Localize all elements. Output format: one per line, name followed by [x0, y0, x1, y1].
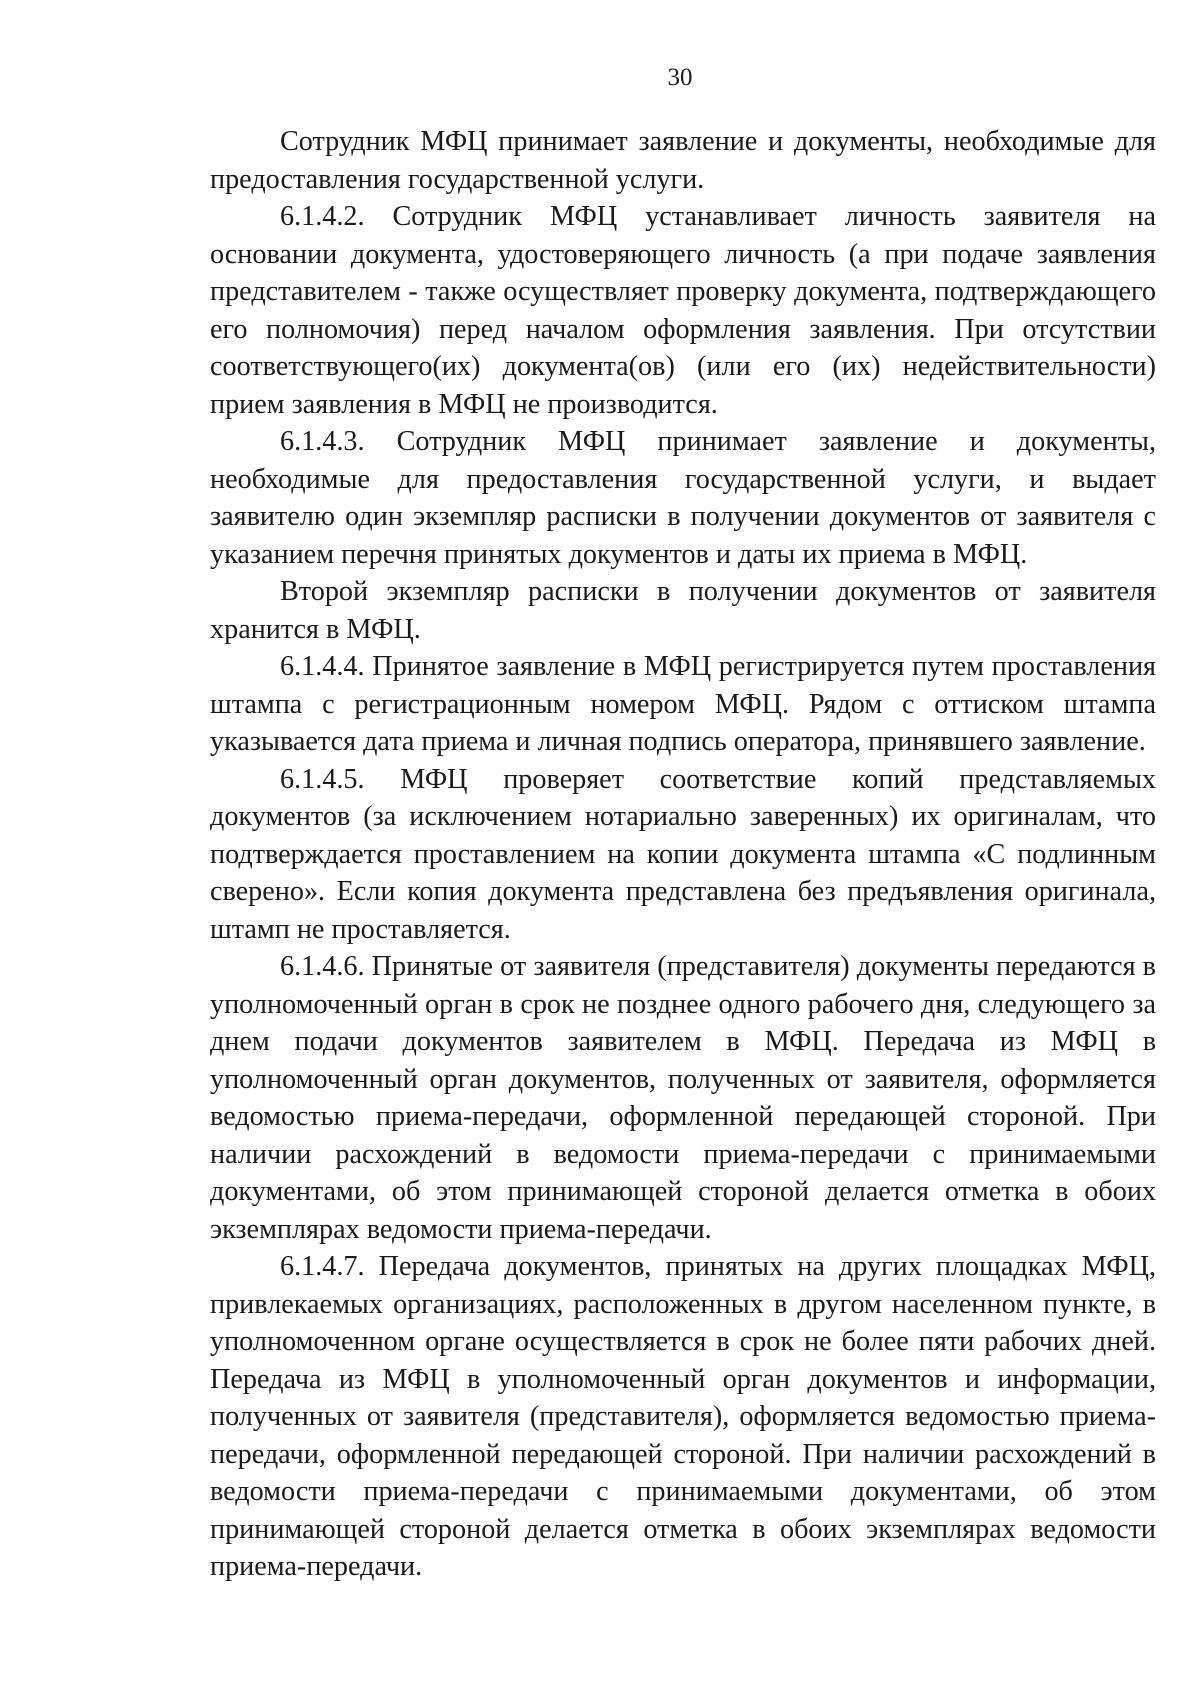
paragraph-intro: Сотрудник МФЦ принимает заявление и документы, необходимые для предоставления государственной услуги.	[210, 126, 1156, 195]
document-body	[210, 123, 1156, 1586]
paragraph-6-1-4-3: 6.1.4.3. Сотрудник МФЦ принимает заявление и документы, необходимые для предоставления государственной услуги, и выдает заявителю один экземпляр расписки в получении документов от заявителя с указанием перечня принятых документов и даты их приема в МФЦ.	[210, 426, 1156, 570]
paragraph-6-1-4-4: 6.1.4.4. Принятое заявление в МФЦ регистрируется путем проставления штампа с регистрационным номером МФЦ. Рядом с оттиском штампа указывается дата приема и личная подпись оператора, принявшего заявление.	[210, 651, 1156, 757]
paragraph-second-copy: Второй экземпляр расписки в получении документов от заявителя хранится в МФЦ.	[210, 576, 1156, 645]
paragraph-6-1-4-5: 6.1.4.5. МФЦ проверяет соответствие копий представляемых документов (за исключением нотариально заверенных) их оригиналам, что подтверждается проставлением на копии документа штампа «С подлинным сверено». Если копия документа представлена без предъявления оригинала, штамп не проставляется.	[210, 763, 1156, 945]
paragraph-6-1-4-7: 6.1.4.7. Передача документов, принятых на других площадках МФЦ, привлекаемых организациях, расположенных в другом населенном пункте, в уполномоченном органе осуществляется в срок не более пяти рабочих дней. Передача из МФЦ в уполномоченный орган документов и информации, полученных от заявителя (представителя), оформляется ведомостью приема-передачи, оформленной передающей стороной. При наличии расхождений в ведомости приема-передачи с принимаемыми документами, об этом принимающей стороной делается отметка в обоих экземплярах ведомости приема-передачи.	[210, 1251, 1156, 1582]
page-number: 30	[667, 64, 693, 91]
paragraph-6-1-4-6: 6.1.4.6. Принятые от заявителя (представителя) документы передаются в уполномоченный орган в срок не позднее одного рабочего дня, следующего за днем подачи документов заявителем в МФЦ. Передача из МФЦ в уполномоченный орган документов, полученных от заявителя, оформляется ведомостью приема-передачи, оформленной передающей стороной. При наличии расхождений в ведомости приема-передачи с принимаемыми документами, об этом принимающей стороной делается отметка в обоих экземплярах ведомости приема-передачи.	[210, 951, 1156, 1245]
paragraph-6-1-4-2: 6.1.4.2. Сотрудник МФЦ устанавливает личность заявителя на основании документа, удостоверяющего личность (а при подаче заявления представителем - также осуществляет проверку документа, подтверждающего его полномочия) перед началом оформления заявления. При отсутствии соответствующего(их) документа(ов) (или его (их) недействительности) прием заявления в МФЦ не производится.	[210, 201, 1156, 420]
